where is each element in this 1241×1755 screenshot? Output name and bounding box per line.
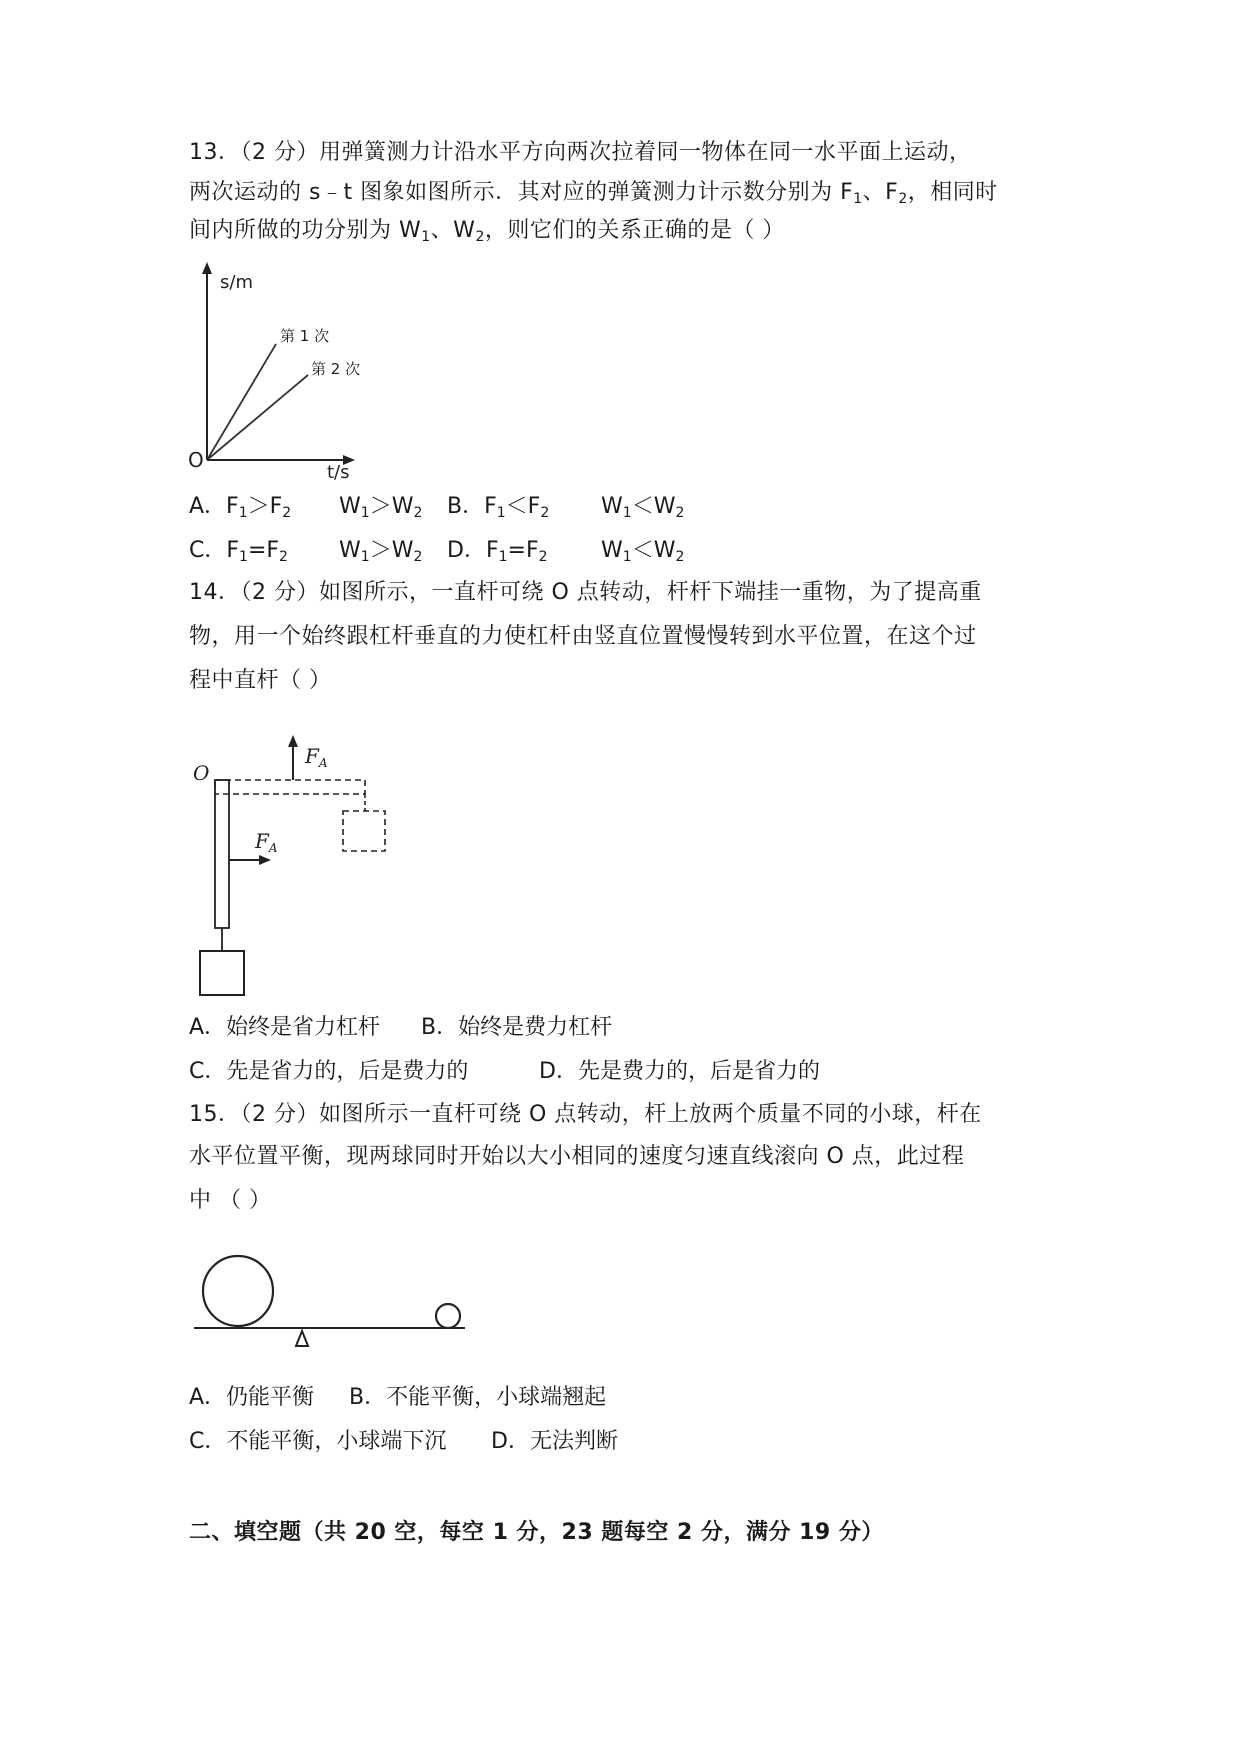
q13-option-a-work: $W_1>W_2$ <box>339 494 423 521</box>
q15-option-a[interactable]: A．仍能平衡 <box>189 1385 315 1410</box>
q13-option-c[interactable]: C．$F_1=F_2$ <box>189 538 288 565</box>
q15-small-ball <box>436 1304 460 1328</box>
q13-x-axis-label: t/s <box>327 462 350 483</box>
q13-option-a[interactable]: A．$F_1>F_2$ <box>189 494 292 521</box>
q13-option-d[interactable]: D．$F_1=F_2$ <box>447 538 548 565</box>
q13-st-graph <box>180 262 380 483</box>
q15-option-c[interactable]: C．不能平衡，小球端下沉 <box>189 1429 447 1454</box>
q15-text-line-3: 中 （ ） <box>189 1188 272 1213</box>
q14-pivot-label: O <box>193 761 210 785</box>
q15-text-line-2: 水平位置平衡，现两球同时开始以大小相同的速度匀速直线滚向 O 点，此过程 <box>189 1144 965 1169</box>
q14-force-side-label: $F_A$ <box>255 829 278 855</box>
q14-option-a[interactable]: A．始终是省力杠杆 <box>189 1015 381 1040</box>
q15-large-ball <box>203 1256 273 1326</box>
q15-option-b[interactable]: B．不能平衡，小球端翘起 <box>349 1385 607 1410</box>
q13-text-line-1: 13．（2 分）用弹簧测力计沿水平方向两次拉着同一物体在同一水平面上运动， <box>189 140 972 165</box>
q14-text-line-2: 物，用一个始终跟杠杆垂直的力使杠杆由竖直位置慢慢转到水平位置，在这个过 <box>189 624 977 649</box>
q14-text-line-3: 程中直杆（ ） <box>189 668 332 693</box>
q13-origin-label: O <box>188 448 204 472</box>
q15-text-line-1: 15．（2 分）如图所示一直杆可绕 O 点转动，杆上放两个质量不同的小球，杆在 <box>189 1102 982 1127</box>
q14-lever-figure <box>195 735 415 1005</box>
q15-balance-figure <box>190 1255 470 1355</box>
q13-series-label-1: 第 1 次 <box>280 327 330 345</box>
q13-series-label-2: 第 2 次 <box>311 360 361 378</box>
q13-option-b[interactable]: B．$F_1<F_2$ <box>447 494 550 521</box>
q14-option-b[interactable]: B．始终是费力杠杆 <box>421 1015 613 1040</box>
q13-option-c-work: $W_1>W_2$ <box>339 538 423 565</box>
q13-text-line-3: 间内所做的功分别为 $W_1$、$W_2$，则它们的关系正确的是（ ） <box>189 218 785 245</box>
q14-option-d[interactable]: D．先是费力的，后是省力的 <box>539 1059 820 1084</box>
q15-option-d[interactable]: D．无法判断 <box>491 1429 618 1454</box>
section-2-heading: 二、填空题（共 20 空，每空 1 分，23 题每空 2 分，满分 19 分） <box>189 1520 884 1545</box>
q13-option-d-work: $W_1<W_2$ <box>601 538 685 565</box>
q14-force-top-label: $F_A$ <box>305 744 328 770</box>
q13-series-line-2 <box>207 375 308 460</box>
q13-option-b-work: $W_1<W_2$ <box>601 494 685 521</box>
q14-text-line-1: 14．（2 分）如图所示，一直杆可绕 O 点转动，杆杆下端挂一重物，为了提高重 <box>189 580 982 605</box>
q13-series-line-1 <box>207 344 276 460</box>
q13-y-axis-label: s/m <box>220 272 253 293</box>
q14-option-c[interactable]: C．先是省力的，后是费力的 <box>189 1059 469 1084</box>
q13-text-line-2: 两次运动的 s﹣t 图象如图所示．其对应的弹簧测力计示数分别为 $F_1$、$F_2$，相同时 <box>189 180 998 207</box>
q15-fulcrum <box>296 1331 308 1346</box>
